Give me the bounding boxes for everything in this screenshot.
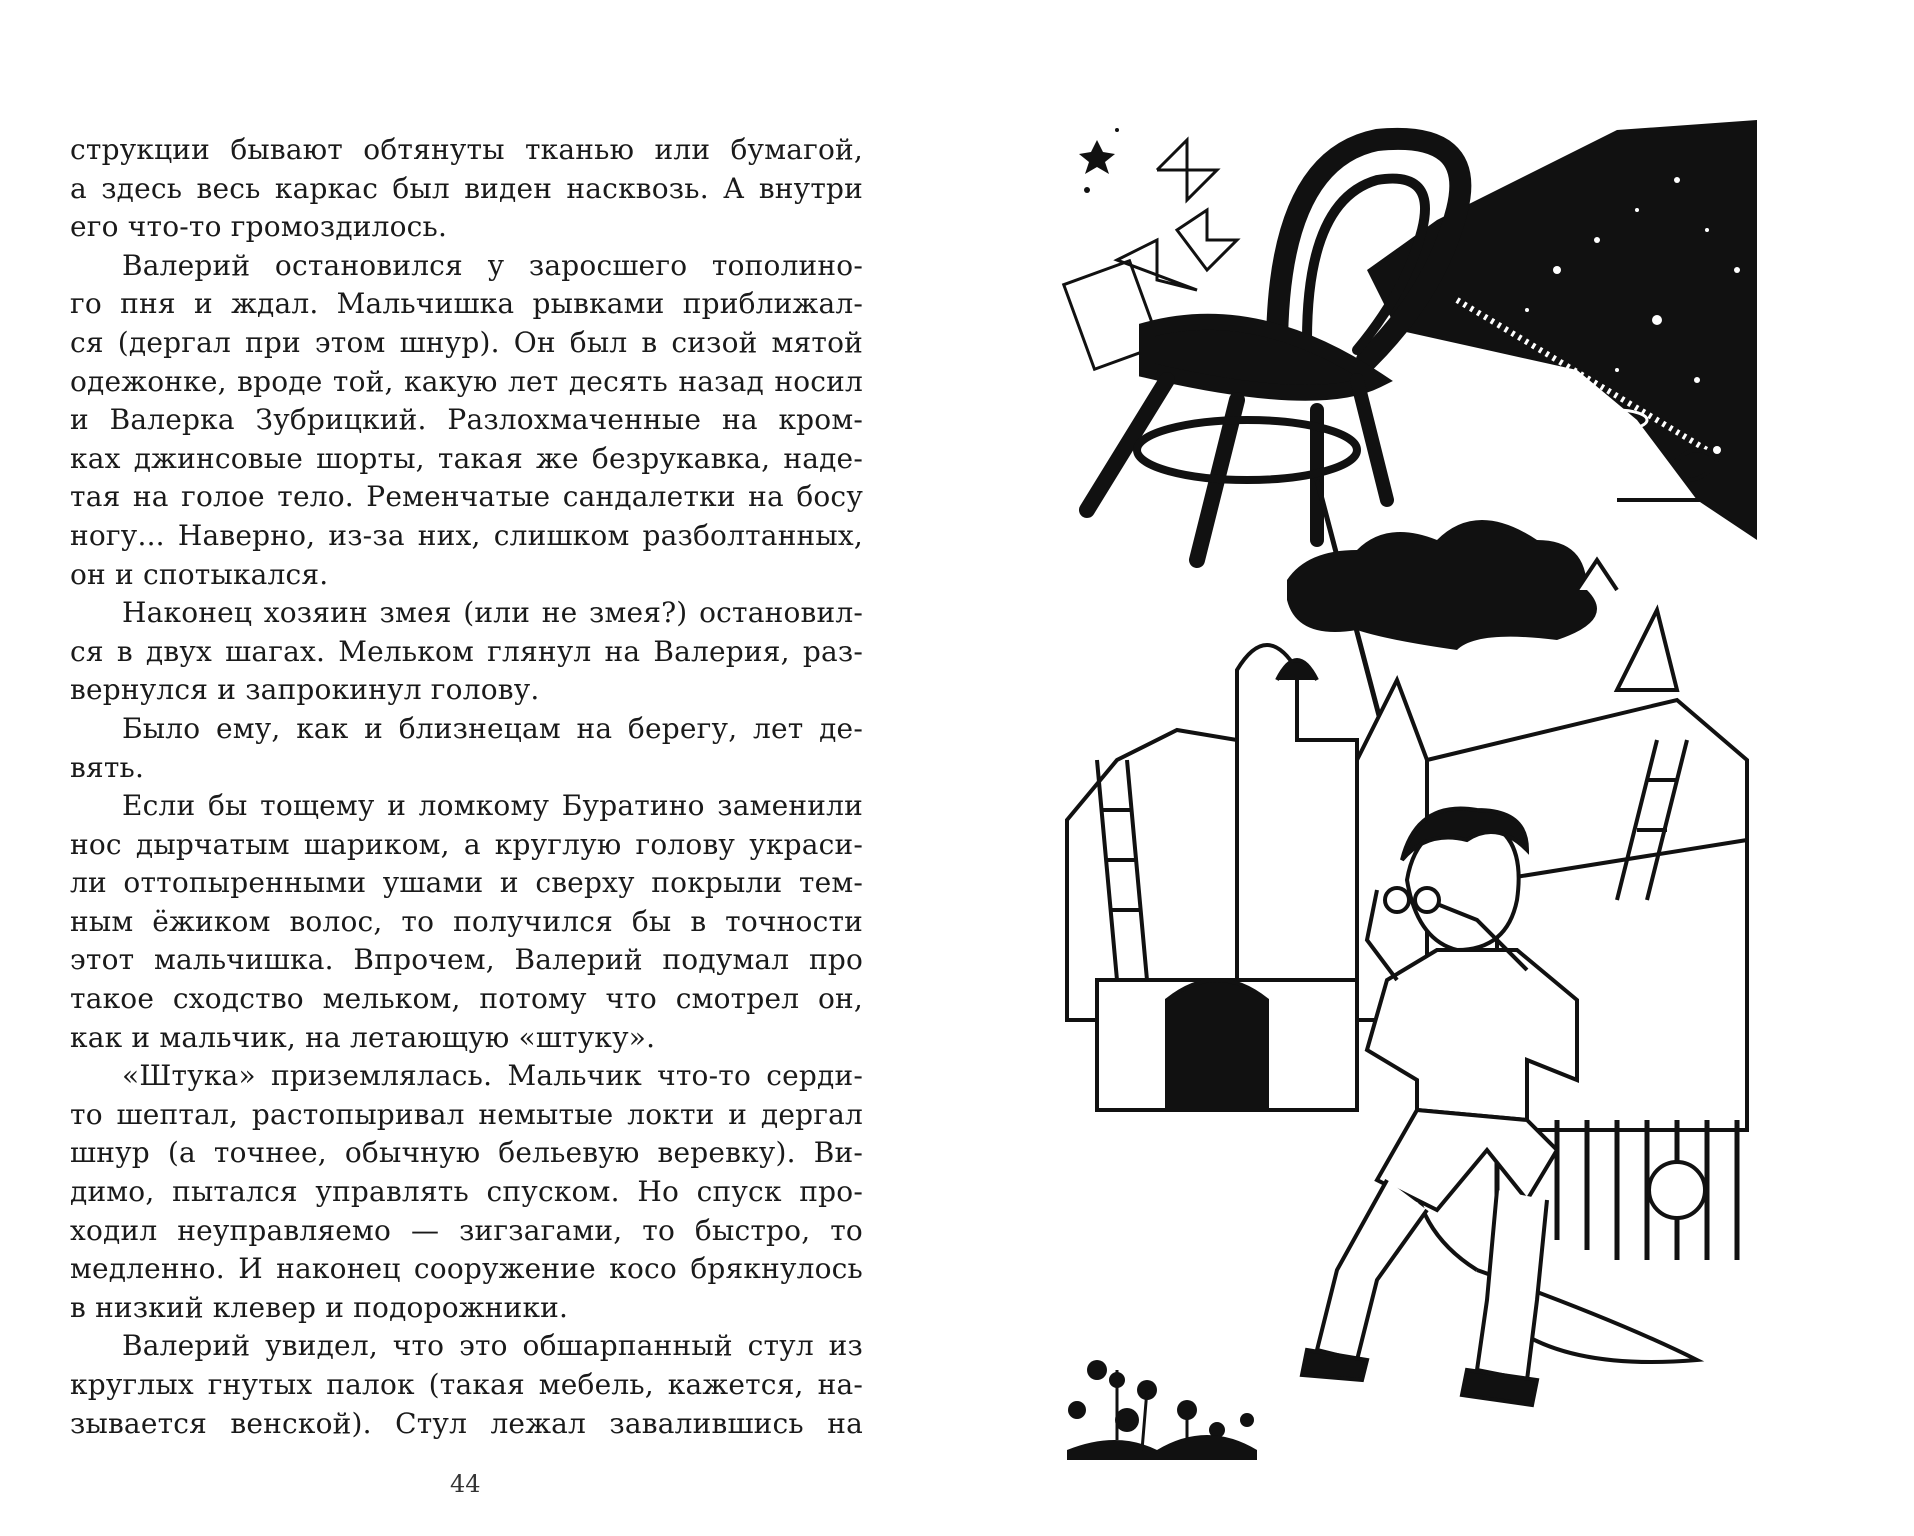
text-line: Валерий увидел, что это обшарпанный стул из — [122, 1329, 863, 1363]
text-line: вернулся и запрокинул голову. — [70, 673, 540, 707]
page-number: 44 — [450, 1470, 481, 1498]
text-line: как и мальчик, на летающую «штуку». — [70, 1020, 656, 1054]
right-page — [957, 0, 1914, 1536]
flying-chair — [1087, 139, 1460, 560]
paragraph — [70, 787, 863, 1057]
text-line: го пня и ждал. Мальчишка рывками приближал- — [70, 287, 863, 321]
text-line: зывается венской). Стул лежал завалившись на — [70, 1406, 863, 1440]
text-line: ным ёжиком волос, то получился бы в точности — [70, 904, 863, 938]
text-line: нос дырчатым шариком, а круглую голову украси- — [70, 827, 863, 861]
text-line: то шептал, растопыривал немытые локти и дергал — [70, 1097, 863, 1131]
paragraph — [70, 1057, 863, 1327]
paragraph — [70, 131, 863, 247]
text-line: этот мальчишка. Впрочем, Валерий подумал про — [70, 943, 863, 977]
text-line: круглых гнутых палок (такая мебель, кажется, на- — [70, 1368, 863, 1401]
clover-plants — [1067, 1360, 1257, 1460]
text-line: Валерий остановился у заросшего тополино- — [122, 248, 863, 282]
text-line: его что-то громоздилось. — [70, 210, 448, 244]
paragraph — [70, 710, 863, 787]
text-line: Было ему, как и близнецам на берегу, лет де- — [122, 711, 863, 745]
text-line: такое сходство мельком, потому что смотрел он, — [70, 982, 863, 1016]
paragraph — [70, 594, 863, 710]
text-line: вять. — [70, 750, 145, 784]
text-line: шнур (а точнее, обычную бельевую веревку). Ви- — [70, 1136, 863, 1170]
text-line: Наконец хозяин змея (или не змея?) остановил- — [122, 596, 863, 630]
text-line: ся (дергал при этом шнур). Он был в сизой мятой — [70, 325, 863, 359]
text-line: струкции бывают обтянуты тканью или бумагой, — [70, 133, 863, 166]
text-line: ках джинсовые шорты, такая же безрукавка, наде- — [70, 441, 863, 475]
text-line: медленно. И наконец сооружение косо брякнулось — [70, 1252, 863, 1286]
text-line: одежонке, вроде той, какую лет десять назад носил — [70, 364, 863, 398]
text-line: а здесь весь каркас был виден насквозь. А внутри — [70, 171, 863, 205]
illustration-boy-flying-chair — [1057, 120, 1817, 1470]
text-line: ся в двух шагах. Мельком глянул на Валерия, раз- — [70, 634, 863, 668]
text-line: «Штука» приземлялась. Мальчик что-то серди- — [122, 1059, 863, 1093]
paragraph — [70, 247, 863, 594]
text-line: ли оттопыренными ушами и сверху покрыли тем- — [70, 866, 863, 900]
text-line: в низкий клевер и подорожники. — [70, 1290, 569, 1324]
text-line: ногу... Наверно, из-за них, слишком разболтанных, — [70, 518, 863, 552]
text-line: и Валерка Зубрицкий. Разлохмаченные на кром- — [70, 403, 863, 437]
paragraph — [70, 1327, 863, 1443]
text-line: димо, пытался управлять спуском. Но спуск про- — [70, 1175, 863, 1209]
text-line: тая на голое тело. Ременчатые сандалетки на босу — [70, 480, 863, 514]
text-line: Если бы тощему и ломкому Буратино заменили — [122, 789, 863, 823]
text-line: он и спотыкался. — [70, 557, 329, 591]
text-line: ходил неуправляемо — зигзагами, то быстро, то — [70, 1213, 863, 1247]
body-text — [70, 131, 863, 1443]
